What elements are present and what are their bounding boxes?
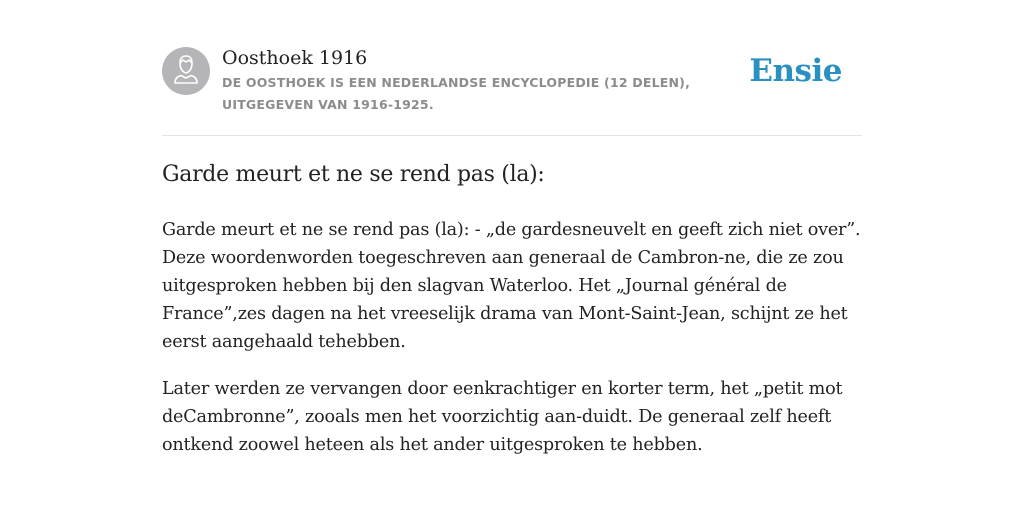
ensie-logo[interactable]: Ensie bbox=[749, 53, 842, 89]
article-paragraph: Later werden ze vervangen door eenkrachtiger en korter term, het „petit mot deCambronne”, zooals men het voorzichtig aan-duidt. De generaal zelf heeft ontkend zoowel heteen als het ander uitgesproken te hebben. bbox=[162, 379, 843, 455]
source-header bbox=[162, 45, 862, 135]
article-title: Garde meurt et ne se rend pas (la): bbox=[162, 162, 545, 187]
source-avatar[interactable] bbox=[162, 47, 210, 95]
user-silhouette-icon bbox=[162, 47, 210, 95]
header-divider bbox=[162, 135, 862, 136]
source-description: DE OOSTHOEK IS EEN NEDERLANDSE ENCYCLOPEDIE (12 DELEN), UITGEGEVEN VAN 1916-1925. bbox=[222, 75, 691, 112]
article-paragraph: Garde meurt et ne se rend pas (la): - „de gardesneuvelt en geeft zich niet over”. Deze woordenworden toegeschreven aan generaal de Cambron-ne, die ze zou uitgesproken hebben bij den slagvan Waterloo. Het „Journal général de France”,zes dagen na het vreeselijk drama van Mont-Saint-Jean, schijnt ze het eerst aangehaald tehebben. bbox=[162, 220, 861, 352]
article bbox=[162, 158, 862, 478]
source-title[interactable]: Oosthoek 1916 bbox=[222, 47, 368, 69]
